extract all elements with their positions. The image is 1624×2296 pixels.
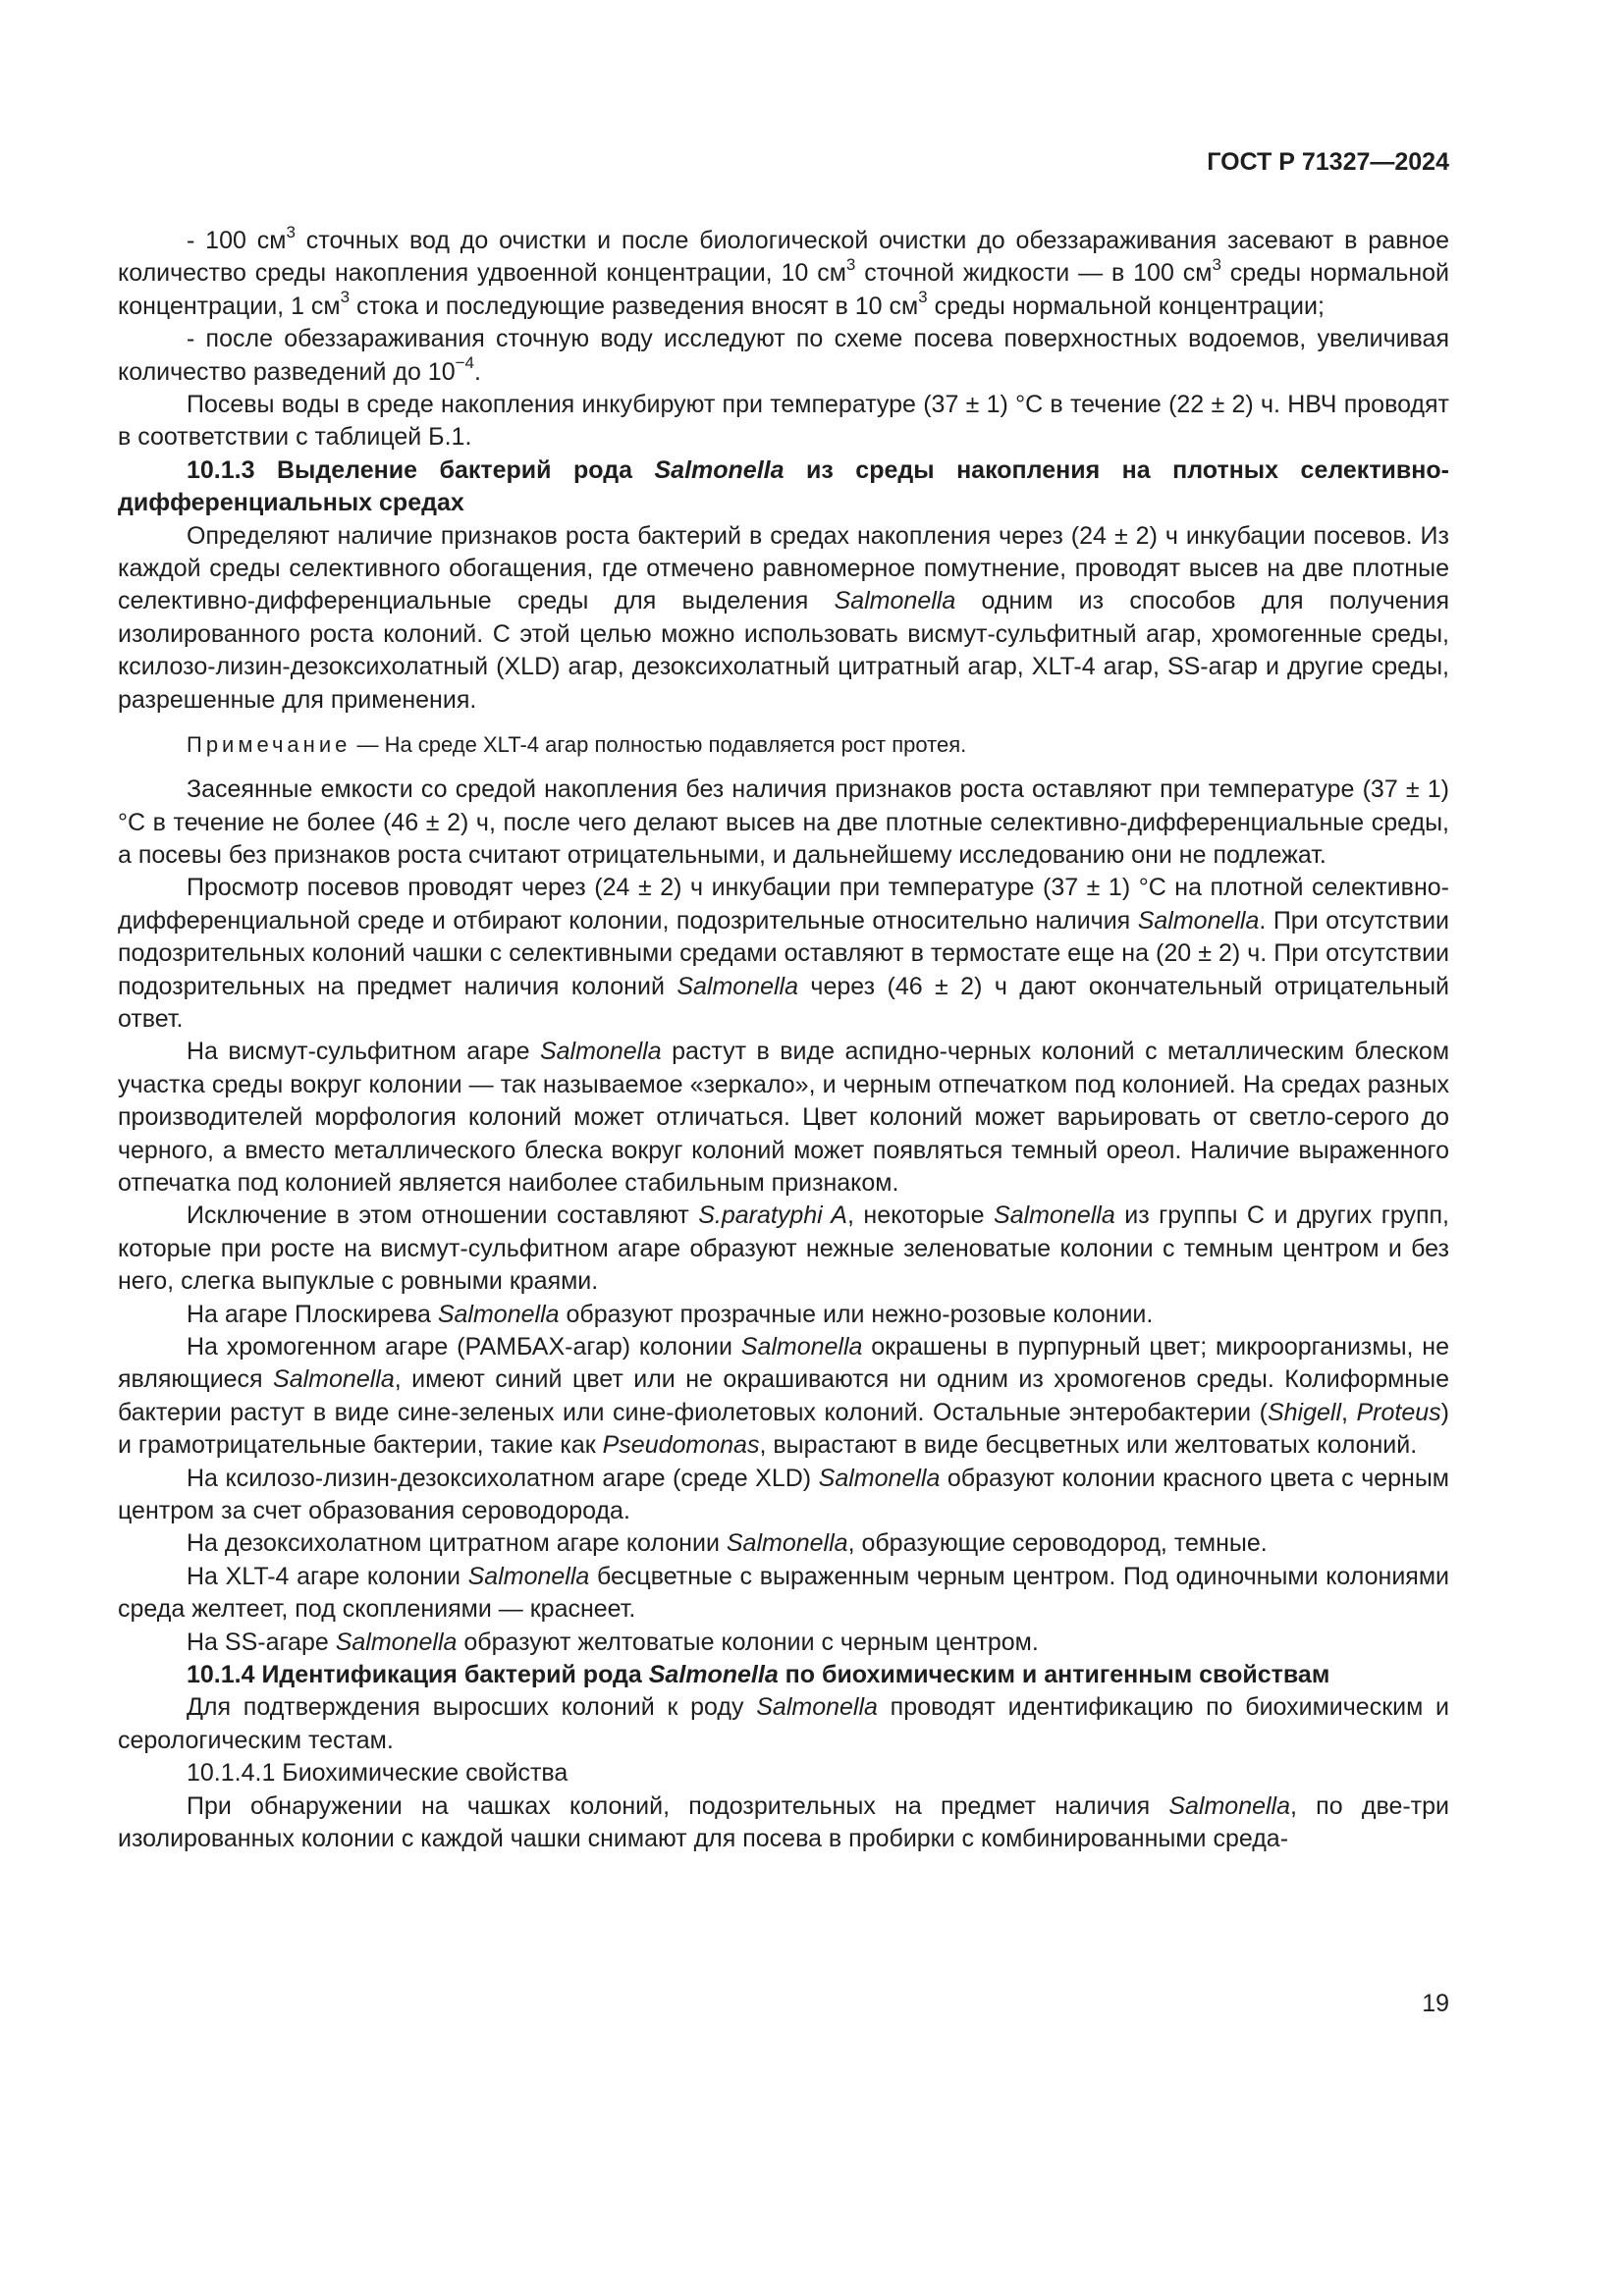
text-run: из группы С и других групп, которые при росте на висмут-сульфитном агаре образуют нежные зеленоватые колонии с темным центром и без него, слегка выпуклые с ровными краями. [118,1201,1449,1296]
note [118,730,1449,760]
section-heading-10-1-3 [118,454,1449,520]
page-number: 19 [1422,1990,1449,2017]
text-run: . При отсутствии подозрительных колоний чашки с селективными средами оставляют в термостате еще на (20 ± 2) ч. При отсутствии подозрительных на предмет наличия колоний [118,906,1450,1000]
italic-term: Pseudomonas [602,1431,760,1460]
text-run: растут в виде аспидно-черных колоний с металлическим блеском участка среды вокруг колонии — так называемое «зеркало», и черным отпечатком под колонией. На средах разных производителей морфология колоний может отличаться. Цвет колоний может варьировать от светло-серого до черного, а вместо металлического блеска вокруг колоний может появляться темный ореол. Наличие выраженного отпечатка под колонией является наиболее стабильным признаком. [118,1038,1449,1197]
italic-term: Salmonella [994,1201,1115,1230]
italic-term: Salmonella [1137,906,1260,934]
italic-term: Salmonella [726,1529,848,1558]
text-run: На хромогенном агаре (РАМБАХ-агар) колонии [187,1333,741,1361]
paragraph-ss-agar [118,1627,1449,1659]
text-run: среды нормальной концентрации; [927,292,1325,320]
paragraph-identification [118,1691,1449,1757]
superscript: 3 [1212,255,1221,275]
text-run: На висмут-сульфитном агаре [187,1038,540,1066]
text-run: образуют желтоватые колонии с черным центром. [457,1628,1039,1656]
note-text: — На среде XLT-4 агар полностью подавляется рост протея. [351,732,967,758]
italic-term: Salmonella [677,972,799,1000]
text-run: одним из способов для получения изолированного роста колоний. С этой целью можно использовать висмут-сульфитный агар, хромогенные среды, ксилозо-лизин-дезоксихолатный (XLD) агар, дезоксихолатный цитратный агар, XLT-4 агар, SS-агар и другие среды, разрешенные для применения. [118,587,1449,714]
paragraph-chromogenic-agar [118,1331,1449,1463]
text-run: , имеют синий цвет или не окрашиваются ни одним из хромогенов среды. Колиформные бактерии растут в виде сине-зеленых или сине-фиолетовых колоний. Остальные энтеробактерии ( [118,1365,1449,1426]
paragraph-incubation: Посевы воды в среде накопления инкубируют при температуре (37 ± 1) °С в течение (22 ± 2) ч. НВЧ проводят в соответствии с таблицей Б.1. [118,391,1449,452]
italic-term: Salmonella [740,1333,863,1361]
text-run: сточной жидкости — в 100 см [855,259,1213,288]
paragraph-xld-agar [118,1463,1449,1528]
paragraph-no-growth: Засеянные емкости со средой накопления без наличия признаков роста оставляют при температуре (37 ± 1) °С в течение не более (46 ± 2) ч, после чего делают высев на две плотные селективно-дифференциальные среды, а посевы без признаков роста считают отрицательными, и дальнейшему исследованию они не подлежат. [118,775,1449,869]
italic-term: Salmonella [437,1300,560,1328]
text-run: образуют прозрачные или нежно-розовые колонии. [559,1300,1154,1328]
paragraph-after-disinfection [118,323,1449,389]
text-run: 10.1.3 Выделение бактерий рода [187,455,655,484]
paragraph-colony-detection [118,1790,1449,1856]
italic-term: S.paratyphi A [698,1201,847,1230]
superscript: 3 [918,288,928,307]
italic-term: Salmonella [1168,1791,1291,1820]
superscript: 3 [340,288,351,307]
text-run: ) и грамотрицательные бактерии, такие как [118,1398,1449,1460]
superscript: 3 [286,222,296,241]
text-run: , по две-три изолированных колонии с каждой чашки снимают для посева в пробирки с комбинированными среда- [118,1791,1449,1853]
text-run: окрашены в пурпурный цвет; микроорганизмы, не являющиеся [118,1333,1449,1394]
text-run: Исключение в этом отношении составляют [187,1201,699,1230]
paragraph-growth-signs [118,520,1449,717]
text-run: , вырастают в виде бесцветных или желтоватых колоний. [759,1431,1418,1460]
italic-term: Salmonella [467,1562,590,1590]
text-run: 10.1.4 Идентификация бактерий рода [187,1661,649,1689]
italic-term: Salmonella [818,1464,941,1492]
italic-term: Salmonella [648,1661,779,1689]
text-run: На SS-агаре [187,1628,336,1656]
text-run: На агаре Плоскирева [187,1300,438,1328]
paragraph-ploskirev-agar [118,1299,1449,1331]
text-run: . [474,357,481,386]
note-label: Примечание [187,732,352,758]
text-run: , некоторые [846,1201,995,1230]
text-run: среды нормальной концентрации, 1 см [118,259,1449,320]
text-run: сточных вод до очистки и после биологической очистки до обеззараживания засевают в равное количество среды накопления удвоенной концентрации, 10 см [118,227,1449,288]
text-run: образуют колонии красного цвета с черным центром за счет образования сероводорода. [118,1464,1449,1525]
paragraph-xlt4-agar [118,1561,1449,1627]
text-run: - после обеззараживания сточную воду исследуют по схеме посева поверхностных водоемов, увеличивая количество разведений до 10 [118,325,1449,386]
text-run: На дезоксихолатном цитратном агаре колонии [187,1529,727,1558]
italic-term: Salmonella [834,587,956,615]
italic-term: Salmonella [654,455,785,484]
text-run: Определяют наличие признаков роста бактерий в средах накопления через (24 ± 2) ч инкубации посевов. Из каждой среды селективного обогащения, где отмечено равномерное помутнение, проводят высев на две плотные селективно-дифференциальные среды для выделения [118,521,1449,615]
text-run: - 100 см [187,227,287,254]
text-run: проводят идентификацию по биохимическим и серологическим тестам. [118,1693,1450,1754]
text-run: Для подтверждения выросших колоний к роду [187,1693,757,1722]
italic-term: Proteus [1356,1398,1441,1426]
text-run: , [1341,1398,1357,1426]
italic-term: Salmonella [539,1038,662,1066]
paragraph-deoxycholate-agar [118,1527,1449,1560]
document-body [118,222,1450,1856]
paragraph-inspection [118,872,1449,1036]
text-run: , образующие сероводород, темные. [847,1529,1268,1558]
italic-term: Salmonella [756,1693,878,1722]
subsection-heading-10-1-4-1: 10.1.4.1 Биохимические свойства [187,1759,568,1788]
document-id-header: ГОСТ Р 71327—2024 [1207,148,1449,176]
paragraph-sewage-sampling [118,222,1449,323]
text-run: Просмотр посевов проводят через (24 ± 2) ч инкубации при температуре (37 ± 1) °С на плотной селективно-дифференциальной среде и отбирают колонии, подозрительные относительно наличия [118,874,1449,934]
text-run: из среды накопления на плотных селективно-дифференциальных средах [118,455,1449,517]
text-run: На ксилозо-лизин-дезоксихолатном агаре (среде XLD) [187,1464,819,1492]
text-run: При обнаружении на чашках колоний, подозрительных на предмет наличия [187,1791,1169,1820]
section-heading-10-1-4 [118,1659,1449,1691]
italic-term: Salmonella [273,1365,395,1394]
text-run: через (46 ± 2) ч дают окончательный отрицательный ответ. [118,972,1449,1033]
text-run: по биохимическим и антигенным свойствам [778,1661,1330,1689]
text-run: бесцветные с выраженным черным центром. Под одиночными колониями среда желтеет, под скоплениями — краснеет. [118,1562,1449,1624]
superscript: 3 [845,255,856,275]
italic-term: Salmonella [335,1628,458,1656]
text-run: стока и последующие разведения вносят в 10 см [350,292,919,320]
superscript: −4 [455,353,475,373]
text-run: На XLT-4 агаре колонии [187,1562,468,1590]
paragraph-exception [118,1200,1449,1298]
italic-term: Shigell [1267,1398,1342,1426]
paragraph-bismuth-sulfite [118,1036,1449,1200]
